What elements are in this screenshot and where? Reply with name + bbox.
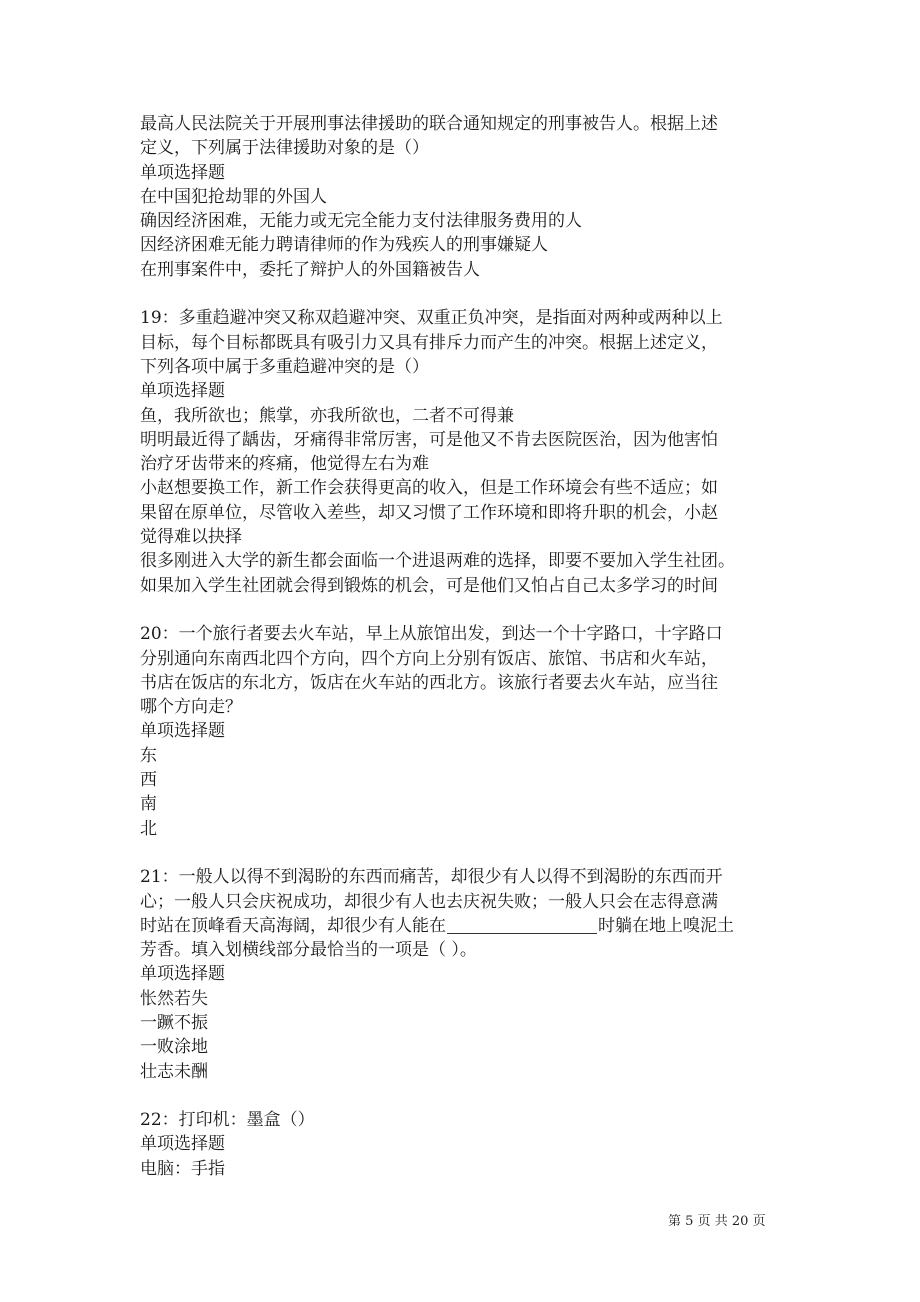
spacer (140, 282, 785, 306)
answer-option: 怅然若失 (140, 988, 208, 1009)
question-stem-line: 定义，下列属于法律援助对象的是（） (140, 138, 429, 159)
page-label-unit: 页 (697, 1214, 711, 1229)
answer-option: 因经济困难无能力聘请律师的作为残疾人的刑事嫌疑人 (140, 235, 548, 256)
page-label-suffix: 页 (752, 1214, 766, 1229)
question-stem-line: 芳香。填入划横线部分最恰当的一项是（ ）。 (140, 940, 477, 961)
page-current-number: 5 (685, 1214, 694, 1229)
question-stem-line: 19：多重趋避冲突又称双趋避冲突、双重正负冲突，是指面对两种或两种以上 (140, 308, 723, 329)
page-label-prefix: 第 (668, 1214, 682, 1229)
question-type: 单项选择题 (140, 1134, 225, 1155)
answer-option: 壮志未酬 (140, 1061, 208, 1082)
stem-text-after-blank: 时躺在地上嗅泥土 (598, 915, 734, 936)
spacer (140, 598, 785, 622)
question-19 (140, 306, 785, 598)
question-stem-line: 最高人民法院关于开展刑事法律援助的联合通知规定的刑事被告人。根据上述 (140, 114, 718, 134)
answer-option: 在中国犯抢劫罪的外国人 (140, 186, 327, 207)
page-total-number: 20 (731, 1214, 749, 1229)
answer-option-continued: 治疗牙齿带来的疼痛，他觉得左右为难 (140, 454, 429, 475)
answer-option: 一败涂地 (140, 1037, 208, 1058)
answer-option: 东 (140, 745, 157, 766)
question-stem-line: 20：一个旅行者要去火车站，早上从旅馆出发，到达一个十字路口，十字路口 (140, 624, 723, 645)
answer-option: 南 (140, 794, 157, 815)
question-stem-line: 书店在饭店的东北方，饭店在火车站的西北方。该旅行者要去火车站，应当往 (140, 672, 718, 693)
answer-option: 一蹶不振 (140, 1012, 208, 1033)
question-18 (140, 112, 785, 282)
answer-option: 西 (140, 770, 157, 791)
question-stem-line: 目标，每个目标都既具有吸引力又具有排斥力而产生的冲突。根据上述定义， (140, 332, 718, 353)
answer-option-continued: 如果加入学生社团就会得到锻炼的机会，可是他们又怕占自己太多学习的时间 (140, 575, 718, 596)
answer-option-continued: 觉得难以抉择 (140, 527, 242, 548)
answer-option: 在刑事案件中，委托了辩护人的外国籍被告人 (140, 259, 480, 280)
question-type: 单项选择题 (140, 162, 225, 183)
question-stem-line: 心；一般人只会庆祝成功，却很少有人也去庆祝失败；一般人只会在志得意满 (140, 891, 718, 912)
fill-in-blank (447, 915, 597, 934)
stem-text-before-blank: 时站在顶峰看天高海阔，却很少有人能在 (140, 915, 446, 936)
document-page (140, 112, 785, 1181)
question-type: 单项选择题 (140, 721, 225, 742)
spacer (140, 841, 785, 865)
question-22 (140, 1108, 785, 1181)
question-20 (140, 622, 785, 841)
page-number-footer (668, 1210, 766, 1229)
question-stem-line: 哪个方向走？ (140, 697, 242, 718)
answer-option: 明明最近得了龋齿，牙痛得非常厉害，可是他又不肯去医院医治，因为他害怕 (140, 429, 718, 450)
answer-option: 很多刚进入大学的新生都会面临一个进退两难的选择，即要不要加入学生社团。 (140, 551, 735, 572)
question-stem-line: 下列各项中属于多重趋避冲突的是（） (140, 356, 429, 377)
answer-option: 确因经济困难，无能力或无完全能力支付法律服务费用的人 (140, 211, 582, 232)
question-stem-line: 21：一般人以得不到渴盼的东西而痛苦，却很少有人以得不到渴盼的东西而开 (140, 867, 723, 888)
answer-option: 鱼，我所欲也；熊掌，亦我所欲也，二者不可得兼 (140, 405, 514, 426)
question-stem-line (140, 914, 785, 938)
answer-option: 小赵想要换工作，新工作会获得更高的收入，但是工作环境会有些不适应；如 (140, 478, 718, 499)
answer-option: 电脑：手指 (140, 1158, 225, 1179)
answer-option-continued: 果留在原单位，尽管收入差些，却又习惯了工作环境和即将升职的机会，小赵 (140, 502, 718, 523)
question-type: 单项选择题 (140, 964, 225, 985)
page-label-total-prefix: 共 (714, 1214, 728, 1229)
question-21 (140, 865, 785, 1084)
question-stem-line: 22：打印机：墨盒（） (140, 1110, 315, 1131)
question-stem-line: 分别通向东南西北四个方向，四个方向上分别有饭店、旅馆、书店和火车站， (140, 648, 718, 669)
answer-option: 北 (140, 818, 157, 839)
spacer (140, 1084, 785, 1108)
question-type: 单项选择题 (140, 381, 225, 402)
